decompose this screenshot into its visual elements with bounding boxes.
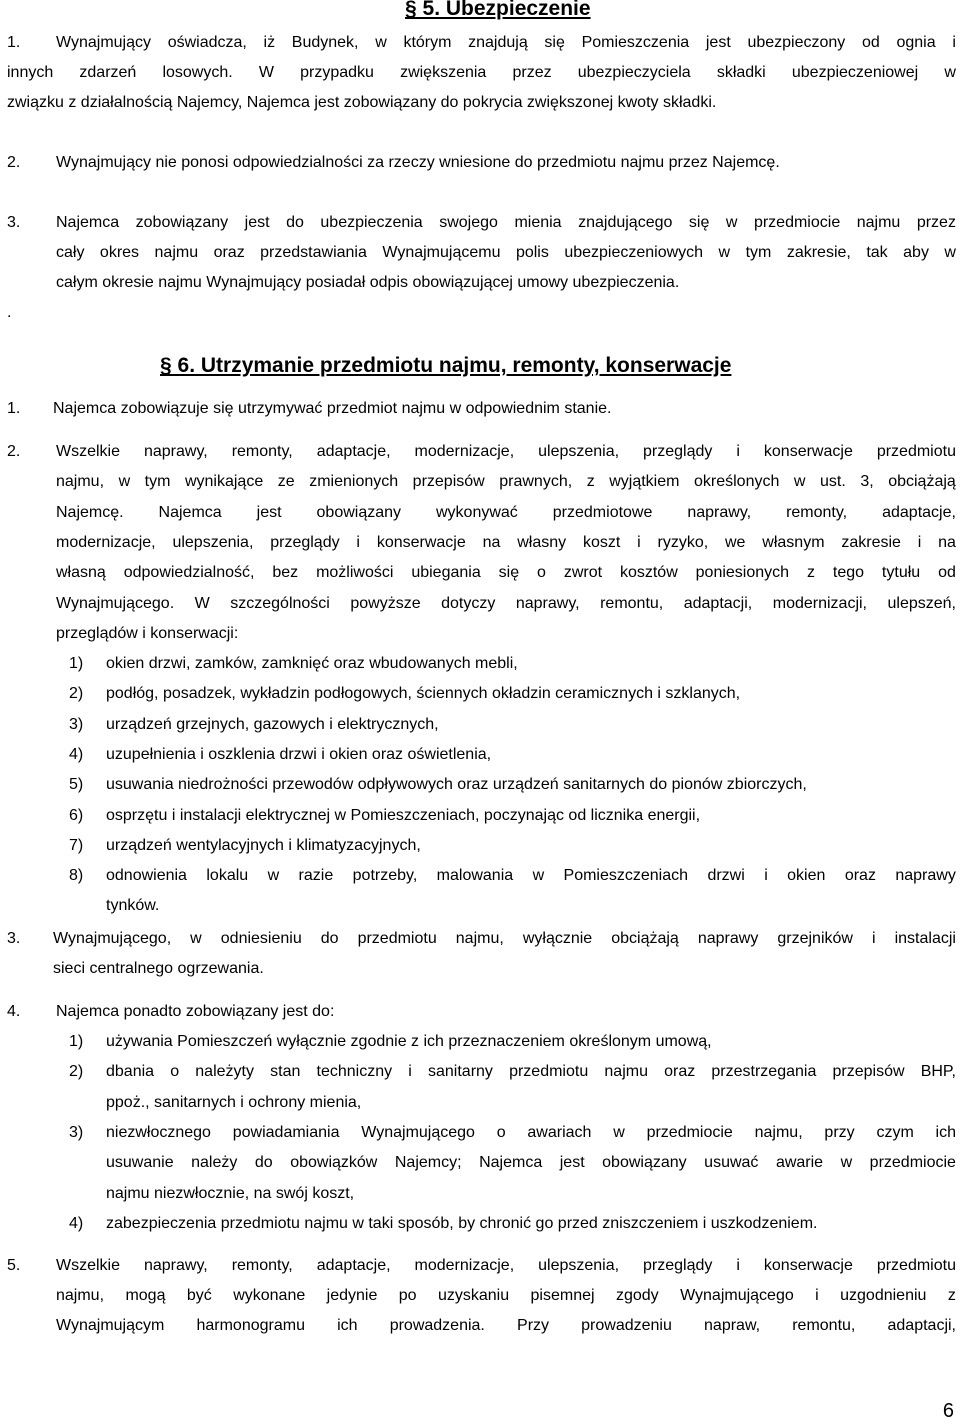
item-number: 1)	[69, 1033, 84, 1050]
list-item-line: ppoż., sanitarnych i ochrony mienia,	[106, 1093, 362, 1111]
list-item-line: podłóg, posadzek, wykładzin podłogowych, ściennych okładzin ceramicznych i szklanych,	[106, 685, 741, 703]
item-number: 1)	[69, 655, 84, 672]
item-number: 2)	[69, 1063, 84, 1081]
paragraph-line: przeglądów i konserwacji:	[56, 625, 239, 642]
list-item-line: zabezpieczenia przedmiotu najmu w taki sposób, by chronić go przed zniszczeniem i uszkodzeniem.	[106, 1214, 818, 1232]
item-number: 1.	[7, 34, 21, 51]
paragraph-line: Najemca zobowiązuje się utrzymywać przedmiot najmu w odpowiednim stanie.	[53, 400, 612, 417]
paragraph-line: najmu, mogą być wykonane jedynie po uzyskaniu pisemnej zgody Wynajmującego i uzgodnieniu z	[56, 1287, 956, 1304]
item-number: 1.	[7, 400, 21, 417]
paragraph-line: Wszelkie naprawy, remonty, adaptacje, modernizacje, ulepszenia, przeglądy i konserwacje przedmiotu	[56, 1257, 956, 1274]
page-number: 6	[942, 1400, 954, 1422]
item-number: 3)	[69, 1123, 84, 1141]
section-6-heading: § 6. Utrzymanie przedmiotu najmu, remonty, konserwacje	[160, 354, 732, 377]
section-5-heading: § 5. Ubezpieczenie	[405, 0, 591, 20]
item-number: 2)	[69, 685, 84, 703]
paragraph-line: Wynajmującego. W szczególności powyższe dotyczy naprawy, remontu, adaptacji, modernizacji, ulepszeń,	[56, 595, 956, 612]
list-item-line: najmu niezwłocznie, na swój koszt,	[106, 1184, 355, 1202]
paragraph-line: własną odpowiedzialność, bez możliwości ubiegania się o zwrot kosztów poniesionych z tego tytułu od	[56, 564, 956, 581]
paragraph-line: związku z działalnością Najemcy, Najemca jest zobowiązany do pokrycia zwiększonej kwoty składki.	[7, 94, 717, 111]
list-item-line: odnowienia lokalu w razie potrzeby, malowania w Pomieszczeniach drzwi i okien oraz naprawy	[106, 867, 956, 885]
item-number: 5)	[69, 776, 84, 794]
paragraph-line: innych zdarzeń losowych. W przypadku zwiększenia przez ubezpieczyciela składki ubezpieczeniowej w	[7, 64, 956, 81]
list-item-line: używania Pomieszczeń wyłącznie zgodnie z ich przeznaczeniem określonym umową,	[106, 1033, 712, 1050]
list-item-line: tynków.	[106, 897, 160, 915]
item-number: 3.	[7, 930, 21, 947]
paragraph-line: Wynajmujący nie ponosi odpowiedzialności za rzeczy wniesione do przedmiotu najmu przez Najemcę.	[56, 154, 780, 171]
paragraph-line: całym okresie najmu Wynajmujący posiadał odpis obowiązującej umowy ubezpieczenia.	[56, 274, 680, 291]
list-item-line: urządzeń wentylacyjnych i klimatyzacyjnych,	[106, 836, 421, 854]
item-number: 8)	[69, 867, 84, 885]
paragraph-line: Najemcę. Najemca jest obowiązany wykonywać przedmiotowe naprawy, remonty, adaptacje,	[56, 504, 956, 521]
paragraph-line: sieci centralnego ogrzewania.	[53, 960, 264, 977]
paragraph-line: Wynajmujący oświadcza, iż Budynek, w którym znajdują się Pomieszczenia jest ubezpieczony od ognia i	[56, 34, 956, 51]
list-item-line: usuwania niedrożności przewodów odpływowych oraz urządzeń sanitarnych do pionów zbiorczych,	[106, 776, 807, 794]
item-number: 6)	[69, 806, 84, 824]
item-number: 4)	[69, 745, 84, 763]
item-number: 2.	[7, 443, 21, 460]
list-item-line: dbania o należyty stan techniczny i sanitarny przedmiotu najmu oraz przestrzegania przepisów BHP,	[106, 1063, 956, 1081]
item-number: 4)	[69, 1214, 84, 1232]
paragraph-line: najmu, w tym wynikające ze zmienionych przepisów prawnych, z wyjątkiem określonych w ust. 3, obciążają	[56, 473, 956, 490]
paragraph-line: Wszelkie naprawy, remonty, adaptacje, modernizacje, ulepszenia, przeglądy i konserwacje przedmiotu	[56, 443, 956, 460]
item-number: 2.	[7, 154, 21, 171]
paragraph-line: modernizacje, ulepszenia, przeglądy i konserwacje na własny koszt i ryzyko, we własnym zakresie i na	[56, 534, 956, 551]
item-number: 3.	[7, 214, 21, 231]
item-number: 5.	[7, 1257, 21, 1274]
paragraph-line: Najemca zobowiązany jest do ubezpieczenia swojego mienia znajdującego się w przedmiocie najmu przez	[56, 214, 956, 231]
list-item-line: niezwłocznego powiadamiania Wynajmującego o awariach w przedmiocie najmu, przy czym ich	[106, 1123, 956, 1141]
paragraph-line: Najemca ponadto zobowiązany jest do:	[56, 1003, 335, 1020]
item-number: 4.	[7, 1003, 21, 1020]
list-item-line: okien drzwi, zamków, zamknięć oraz wbudowanych mebli,	[106, 655, 518, 672]
list-item-line: osprzętu i instalacji elektrycznej w Pomieszczeniach, poczynając od licznika energii,	[106, 806, 701, 824]
list-item-line: usuwanie należy do obowiązków Najemcy; Najemca jest obowiązany usuwać awarie w przedmiocie	[106, 1154, 956, 1172]
paragraph-line: cały okres najmu oraz przedstawiania Wynajmującemu polis ubezpieczeniowych w tym zakresie, tak aby w	[56, 244, 956, 261]
item-number: 7)	[69, 836, 84, 854]
paragraph-line: Wynajmującym harmonogramu ich prowadzenia. Przy prowadzeniu napraw, remontu, adaptacji,	[56, 1317, 956, 1334]
list-item-line: urządzeń grzejnych, gazowych i elektrycznych,	[106, 715, 439, 733]
stray-dot: .	[7, 304, 12, 321]
list-item-line: uzupełnienia i oszklenia drzwi i okien oraz oświetlenia,	[106, 745, 492, 763]
item-number: 3)	[69, 715, 84, 733]
paragraph-line: Wynajmującego, w odniesieniu do przedmiotu najmu, wyłącznie obciążają naprawy grzejników i instalacji	[53, 930, 956, 947]
